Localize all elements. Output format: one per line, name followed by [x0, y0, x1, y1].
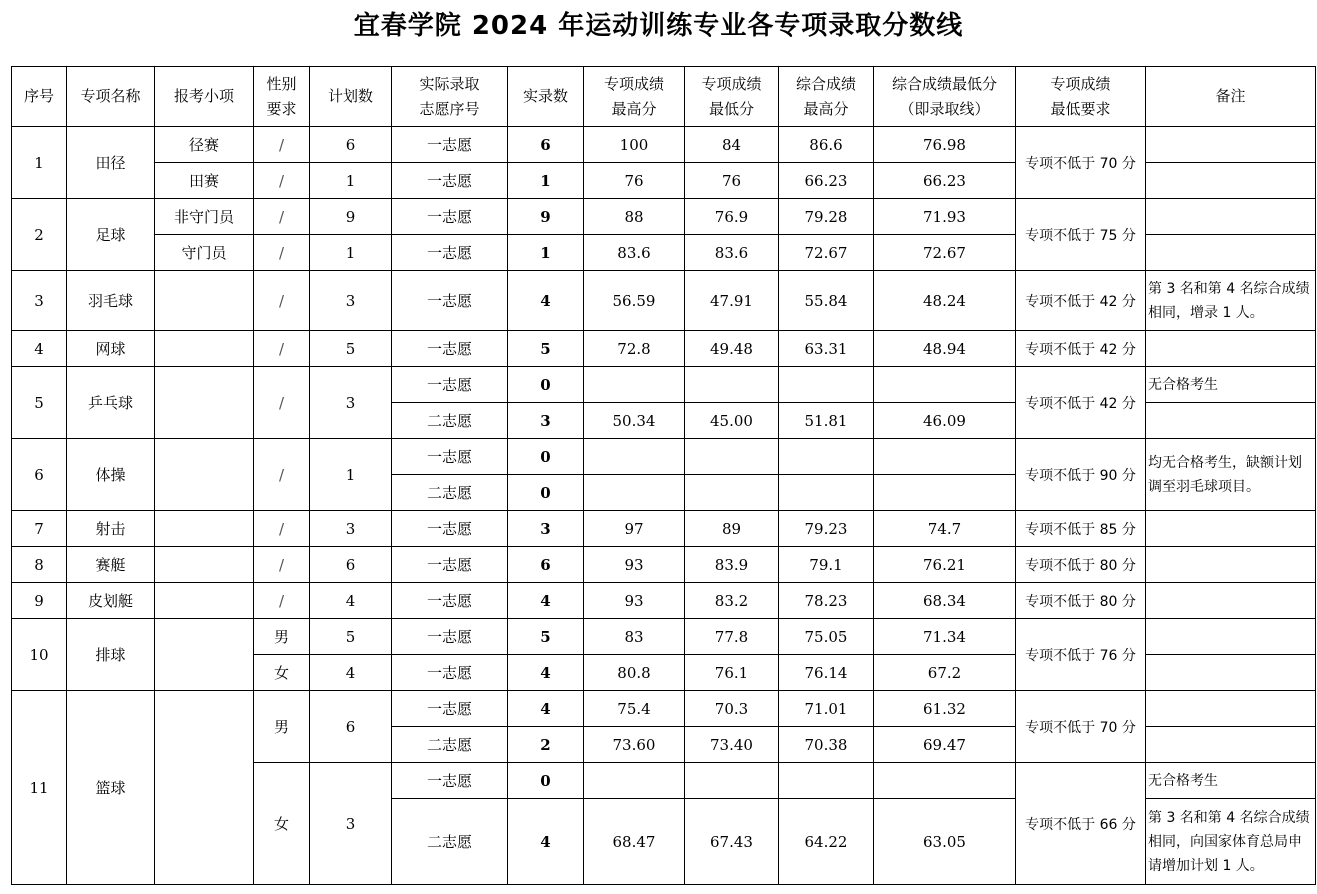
cell-sp-max: 83.6: [584, 235, 685, 271]
cell-sp-max: 73.60: [584, 727, 685, 763]
cell-seq: 11: [12, 691, 67, 885]
cell-gender: /: [254, 511, 310, 547]
header-tot-min: [874, 67, 1016, 127]
table-header-row: [12, 67, 1316, 127]
cell-tot-max: [779, 763, 874, 799]
table-row: [12, 331, 1316, 367]
cell-req: 专项不低于 75 分: [1016, 199, 1146, 271]
cell-plan: 3: [310, 271, 392, 331]
cell-tot-max: [779, 439, 874, 475]
cell-sport: 射击: [67, 511, 155, 547]
cell-admitted: 1: [508, 235, 584, 271]
cell-sp-max: 93: [584, 547, 685, 583]
cell-seq: 10: [12, 619, 67, 691]
cell-wish: 二志愿: [392, 727, 508, 763]
cell-tot-min: [874, 763, 1016, 799]
cell-wish: 二志愿: [392, 799, 508, 885]
header-admitted: 实录数: [508, 67, 584, 127]
header-sp-min-line1: 专项成绩: [701, 74, 762, 93]
cell-tot-min: 48.24: [874, 271, 1016, 331]
cell-req: 专项不低于 70 分: [1016, 691, 1146, 763]
header-sport: 专项名称: [67, 67, 155, 127]
cell-note: [1146, 331, 1316, 367]
cell-req: 专项不低于 70 分: [1016, 127, 1146, 199]
cell-tot-max: 79.28: [779, 199, 874, 235]
table-row: [12, 511, 1316, 547]
cell-tot-min: 71.93: [874, 199, 1016, 235]
cell-seq: 2: [12, 199, 67, 271]
cell-note: [1146, 511, 1316, 547]
cell-sport: 网球: [67, 331, 155, 367]
cell-gender: /: [254, 583, 310, 619]
cell-wish: 一志愿: [392, 763, 508, 799]
cell-sport: 田径: [67, 127, 155, 199]
cell-tot-max: 71.01: [779, 691, 874, 727]
cell-admitted: 4: [508, 655, 584, 691]
cell-admitted: 0: [508, 367, 584, 403]
table-row: [12, 439, 1316, 475]
cell-tot-min: 74.7: [874, 511, 1016, 547]
cell-wish: 一志愿: [392, 511, 508, 547]
cell-note: 无合格考生: [1146, 763, 1316, 799]
cell-plan: 3: [310, 763, 392, 885]
cell-admitted: 5: [508, 331, 584, 367]
cell-gender: 女: [254, 655, 310, 691]
header-gender-line2: 要求: [266, 99, 297, 118]
cell-sp-max: [584, 475, 685, 511]
cell-tot-max: 51.81: [779, 403, 874, 439]
cell-sp-max: 88: [584, 199, 685, 235]
cell-gender: /: [254, 331, 310, 367]
cell-plan: 4: [310, 583, 392, 619]
cell-sub: [155, 439, 254, 511]
cell-admitted: 4: [508, 691, 584, 727]
cell-seq: 4: [12, 331, 67, 367]
header-sp-max-line2: 最高分: [611, 99, 657, 118]
cell-wish: 一志愿: [392, 655, 508, 691]
cell-gender: /: [254, 367, 310, 439]
cell-sp-max: 75.4: [584, 691, 685, 727]
cell-sp-min: 76: [685, 163, 779, 199]
cell-tot-min: 76.21: [874, 547, 1016, 583]
cell-sport: 皮划艇: [67, 583, 155, 619]
cell-sport: 羽毛球: [67, 271, 155, 331]
cell-note: 第 3 名和第 4 名综合成绩相同，增录 1 人。: [1146, 271, 1316, 331]
header-sub: 报考小项: [155, 67, 254, 127]
cell-wish: 一志愿: [392, 547, 508, 583]
cell-req: 专项不低于 80 分: [1016, 583, 1146, 619]
cell-tot-max: [779, 367, 874, 403]
cell-tot-max: 64.22: [779, 799, 874, 885]
cell-note: [1146, 727, 1316, 763]
header-gender: [254, 67, 310, 127]
cell-sp-min: [685, 475, 779, 511]
cell-sp-max: 50.34: [584, 403, 685, 439]
header-wish: [392, 67, 508, 127]
cell-tot-max: 63.31: [779, 331, 874, 367]
cell-req: 专项不低于 80 分: [1016, 547, 1146, 583]
cell-plan: 1: [310, 163, 392, 199]
cell-tot-max: 75.05: [779, 619, 874, 655]
cell-admitted: 0: [508, 475, 584, 511]
cell-admitted: 0: [508, 763, 584, 799]
page-title: 宜春学院 2024 年运动训练专业各专项录取分数线: [353, 11, 964, 41]
cell-seq: 6: [12, 439, 67, 511]
cell-seq: 9: [12, 583, 67, 619]
cell-sp-min: 84: [685, 127, 779, 163]
cell-seq: 7: [12, 511, 67, 547]
header-plan: 计划数: [310, 67, 392, 127]
cell-sp-min: 73.40: [685, 727, 779, 763]
cell-note: 无合格考生: [1146, 367, 1316, 403]
cell-tot-max: 66.23: [779, 163, 874, 199]
cell-sport: 篮球: [67, 691, 155, 885]
cell-gender: /: [254, 547, 310, 583]
cell-gender: /: [254, 199, 310, 235]
cell-admitted: 3: [508, 403, 584, 439]
cell-sp-min: 76.1: [685, 655, 779, 691]
cell-sp-min: 83.6: [685, 235, 779, 271]
header-wish-line1: 实际录取: [419, 74, 480, 93]
header-sp-min-line2: 最低分: [708, 99, 754, 118]
cell-tot-max: 79.1: [779, 547, 874, 583]
header-seq: 序号: [12, 67, 67, 127]
cell-tot-max: 70.38: [779, 727, 874, 763]
cell-sp-max: 97: [584, 511, 685, 547]
cell-tot-min: 63.05: [874, 799, 1016, 885]
cell-gender: /: [254, 439, 310, 511]
cell-gender: /: [254, 271, 310, 331]
cell-sp-max: [584, 367, 685, 403]
cell-wish: 一志愿: [392, 583, 508, 619]
cell-plan: 1: [310, 235, 392, 271]
cell-admitted: 5: [508, 619, 584, 655]
cell-plan: 6: [310, 691, 392, 763]
cell-plan: 6: [310, 127, 392, 163]
cell-sub: 径赛: [155, 127, 254, 163]
cell-wish: 一志愿: [392, 367, 508, 403]
table-row: [12, 583, 1316, 619]
cell-req: 专项不低于 42 分: [1016, 331, 1146, 367]
cell-sub: 田赛: [155, 163, 254, 199]
cell-tot-min: 48.94: [874, 331, 1016, 367]
cell-admitted: 9: [508, 199, 584, 235]
cell-seq: 8: [12, 547, 67, 583]
cell-sp-min: 45.00: [685, 403, 779, 439]
cell-admitted: 4: [508, 271, 584, 331]
cell-gender: /: [254, 163, 310, 199]
cell-gender: 女: [254, 763, 310, 885]
cell-note: [1146, 619, 1316, 655]
cell-tot-max: 72.67: [779, 235, 874, 271]
cell-sp-min: 70.3: [685, 691, 779, 727]
cell-tot-min: 66.23: [874, 163, 1016, 199]
cell-plan: 4: [310, 655, 392, 691]
cell-plan: 6: [310, 547, 392, 583]
cell-sub: [155, 271, 254, 331]
cell-sp-max: 80.8: [584, 655, 685, 691]
cell-tot-min: 61.32: [874, 691, 1016, 727]
cell-note: [1146, 583, 1316, 619]
cell-tot-min: [874, 367, 1016, 403]
cell-gender: /: [254, 235, 310, 271]
cell-sp-min: 49.48: [685, 331, 779, 367]
table-row: [12, 271, 1316, 331]
cell-note: 第 3 名和第 4 名综合成绩相同，向国家体育总局申请增加计划 1 人。: [1146, 799, 1316, 885]
cell-sub: [155, 619, 254, 691]
cell-sp-min: [685, 439, 779, 475]
table-row: [12, 199, 1316, 235]
cell-note: [1146, 547, 1316, 583]
table-row: [12, 547, 1316, 583]
cell-plan: 3: [310, 511, 392, 547]
header-tot-max-line2: 最高分: [803, 99, 849, 118]
header-tot-min-line1: 综合成绩最低分: [891, 74, 997, 93]
cell-sp-max: 76: [584, 163, 685, 199]
cell-plan: 5: [310, 619, 392, 655]
cell-wish: 一志愿: [392, 235, 508, 271]
cell-req: 专项不低于 90 分: [1016, 439, 1146, 511]
table-row: [12, 619, 1316, 655]
cell-tot-min: 46.09: [874, 403, 1016, 439]
cell-sp-min: 47.91: [685, 271, 779, 331]
cell-sp-max: 93: [584, 583, 685, 619]
cell-tot-max: 78.23: [779, 583, 874, 619]
cell-admitted: 6: [508, 127, 584, 163]
cell-admitted: 1: [508, 163, 584, 199]
cell-sp-min: 77.8: [685, 619, 779, 655]
cell-wish: 二志愿: [392, 403, 508, 439]
cell-tot-min: [874, 439, 1016, 475]
cell-sp-max: 100: [584, 127, 685, 163]
cell-note: [1146, 235, 1316, 271]
cell-seq: 1: [12, 127, 67, 199]
cell-sport: 排球: [67, 619, 155, 691]
cell-sp-min: 67.43: [685, 799, 779, 885]
header-sp-max: [584, 67, 685, 127]
cell-wish: 一志愿: [392, 691, 508, 727]
cell-req: 专项不低于 76 分: [1016, 619, 1146, 691]
cell-sp-max: 56.59: [584, 271, 685, 331]
header-tot-min-line2: （即录取线）: [899, 99, 990, 118]
cell-wish: 一志愿: [392, 127, 508, 163]
cell-sp-max: 83: [584, 619, 685, 655]
table-row: [12, 691, 1316, 727]
cell-wish: 一志愿: [392, 163, 508, 199]
cell-req: 专项不低于 42 分: [1016, 367, 1146, 439]
cell-note: [1146, 199, 1316, 235]
cell-sport: 体操: [67, 439, 155, 511]
cell-sub: [155, 547, 254, 583]
header-wish-line2: 志愿序号: [419, 99, 480, 118]
cell-seq: 5: [12, 367, 67, 439]
cell-sp-min: 83.2: [685, 583, 779, 619]
cell-tot-min: 68.34: [874, 583, 1016, 619]
cell-admitted: 2: [508, 727, 584, 763]
cell-sub: [155, 367, 254, 439]
table-row: [12, 367, 1316, 403]
cell-sub: [155, 511, 254, 547]
cell-sub: 守门员: [155, 235, 254, 271]
admission-score-table: [11, 66, 1316, 885]
cell-tot-max: [779, 475, 874, 511]
cell-tot-min: 71.34: [874, 619, 1016, 655]
cell-admitted: 3: [508, 511, 584, 547]
cell-plan: 3: [310, 367, 392, 439]
cell-sub: [155, 691, 254, 885]
cell-tot-max: 79.23: [779, 511, 874, 547]
cell-tot-min: 76.98: [874, 127, 1016, 163]
cell-tot-min: 67.2: [874, 655, 1016, 691]
header-req-line1: 专项成绩: [1050, 74, 1111, 93]
cell-tot-min: 69.47: [874, 727, 1016, 763]
cell-sub: [155, 331, 254, 367]
cell-sp-max: [584, 763, 685, 799]
cell-sp-max: [584, 439, 685, 475]
cell-tot-min: 72.67: [874, 235, 1016, 271]
cell-admitted: 6: [508, 547, 584, 583]
header-note: 备注: [1146, 67, 1316, 127]
cell-sp-min: [685, 367, 779, 403]
cell-wish: 一志愿: [392, 439, 508, 475]
cell-admitted: 4: [508, 799, 584, 885]
cell-note: 均无合格考生，缺额计划调至羽毛球项目。: [1146, 439, 1316, 511]
cell-wish: 一志愿: [392, 199, 508, 235]
cell-tot-max: 76.14: [779, 655, 874, 691]
cell-note: [1146, 691, 1316, 727]
cell-gender: /: [254, 127, 310, 163]
cell-tot-max: 86.6: [779, 127, 874, 163]
cell-note: [1146, 655, 1316, 691]
cell-req: 专项不低于 66 分: [1016, 763, 1146, 885]
cell-tot-max: 55.84: [779, 271, 874, 331]
cell-wish: 一志愿: [392, 331, 508, 367]
cell-wish: 二志愿: [392, 475, 508, 511]
cell-gender: 男: [254, 619, 310, 655]
header-tot-max-line1: 综合成绩: [795, 74, 856, 93]
cell-note: [1146, 163, 1316, 199]
header-gender-line1: 性别: [266, 74, 297, 93]
cell-plan: 5: [310, 331, 392, 367]
cell-seq: 3: [12, 271, 67, 331]
cell-sub: [155, 583, 254, 619]
cell-plan: 9: [310, 199, 392, 235]
cell-req: 专项不低于 42 分: [1016, 271, 1146, 331]
cell-sport: 足球: [67, 199, 155, 271]
cell-note: [1146, 127, 1316, 163]
cell-sub: 非守门员: [155, 199, 254, 235]
header-req-line2: 最低要求: [1050, 99, 1111, 118]
cell-plan: 1: [310, 439, 392, 511]
header-sp-min: [685, 67, 779, 127]
cell-sp-min: 83.9: [685, 547, 779, 583]
cell-sp-min: 89: [685, 511, 779, 547]
cell-wish: 一志愿: [392, 271, 508, 331]
cell-req: 专项不低于 85 分: [1016, 511, 1146, 547]
cell-sp-min: [685, 763, 779, 799]
cell-sp-max: 68.47: [584, 799, 685, 885]
cell-sp-max: 72.8: [584, 331, 685, 367]
cell-sport: 赛艇: [67, 547, 155, 583]
cell-admitted: 4: [508, 583, 584, 619]
cell-sp-min: 76.9: [685, 199, 779, 235]
cell-tot-min: [874, 475, 1016, 511]
header-req: [1016, 67, 1146, 127]
header-sp-max-line1: 专项成绩: [603, 74, 664, 93]
cell-wish: 一志愿: [392, 619, 508, 655]
table-row: [12, 127, 1316, 163]
cell-admitted: 0: [508, 439, 584, 475]
header-tot-max: [779, 67, 874, 127]
cell-gender: 男: [254, 691, 310, 763]
cell-note: [1146, 403, 1316, 439]
cell-sport: 乒乓球: [67, 367, 155, 439]
